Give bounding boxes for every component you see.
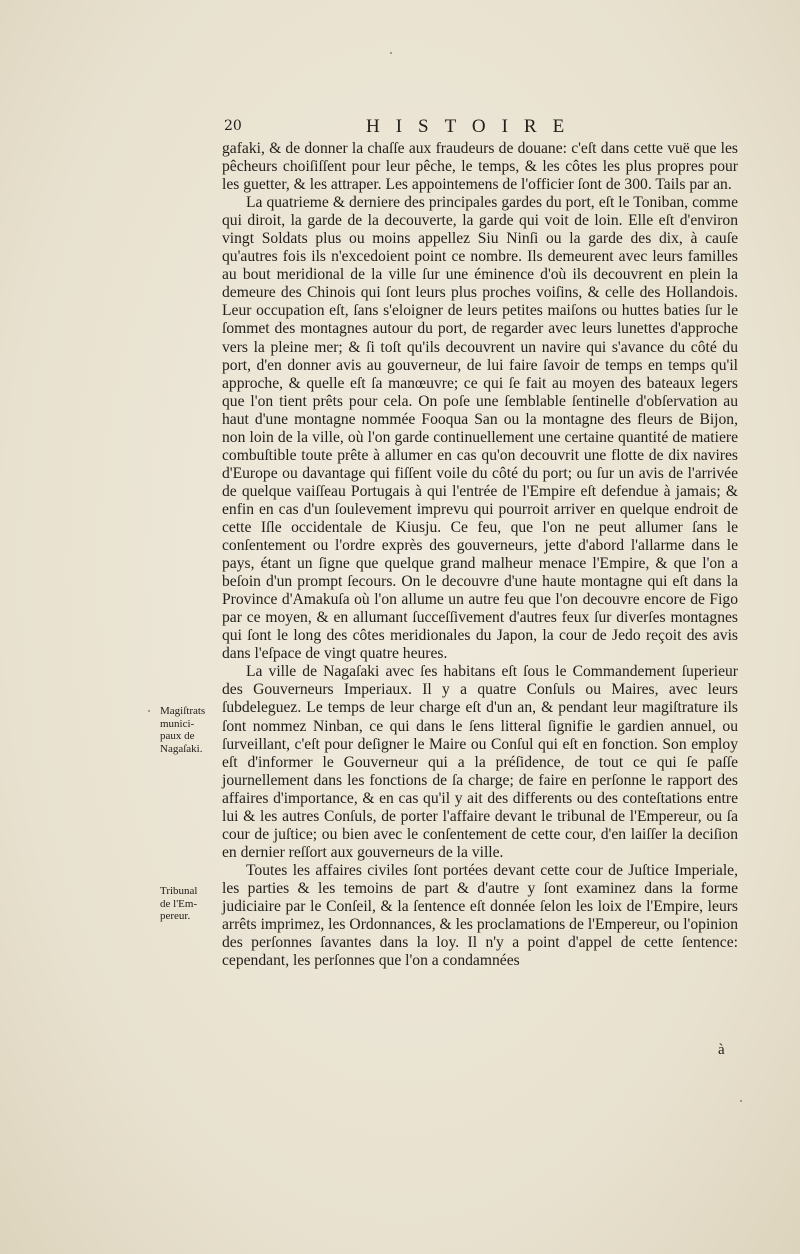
margin-note-line: munici-: [160, 717, 195, 730]
margin-note-magistrats: [160, 705, 220, 755]
margin-note-line: Magiſtrats: [160, 705, 206, 717]
margin-note-line: paux de: [160, 730, 195, 742]
margin-note-line: pereur.: [160, 910, 191, 922]
margin-note-line: de l'Em-: [160, 897, 198, 910]
paragraph: La quatrieme & derniere des principales gardes du port, eſt le Toniban, comme qui diroit, la garde de la decouverte, la garde qui voit de loin. Elle eſt d'environ vingt Soldats plus ou moins appellez Siu Ninſi ou la garde des dix, à cauſe qu'autres fois ils n'excedoient point ce nombre. Ils demeurent avec leurs familles au bout meridional de la ville ſur une éminence d'où ils decouvrent en plein la demeure des Chinois qui ſont leurs plus proches voiſins, & celle des Hollandois. Leur occupation eſt, ſans s'eloigner de leurs petites maiſons ou huttes baties ſur le ſommet des montagnes autour du port, de regarder avec leurs lunettes d'approche vers la pleine mer; & ſi toſt qu'ils decouvrent un navire qui s'avance du côté du port, d'en donner avis au gouverneur, de lui faire ſavoir de temps en temps qu'il approche, & quelle eſt ſa manœuvre; ce qui ſe fait au moyen des bateaux legers que l'on tient prêts pour cela. On poſe une ſemblable ſentinelle d'obſervation au haut d'une montagne nommée Fooqua San ou la montagne des fleurs de Bijon, non loin de la ville, où l'on garde continuellement une certaine quantité de matiere combuſtible toute prête à allumer en cas qu'on decouvrit une flotte de dix navires d'Europe ou davantage qui fiſſent voile du côté du port; ou ſur un avis de l'arrivée de quelque vaiſſeau Portugais à qui l'entrée de l'Empire eſt defendue à jamais; & enfin en cas d'un ſoulevement imprevu qui pourroit arriver en quelque endroit de cette Iſle occidentale de Kiusju. Ce feu, que l'on ne peut allumer ſans le conſentement ou l'ordre exprès des gouverneurs, jette d'abord l'allarme dans le pays, étant un ſigne que quelque grand malheur menace l'Empire, & que l'on a beſoin d'un prompt ſecours. On le decouvre d'une haute montagne qui eſt dans la Province d'Amakuſa où l'on allume un autre feu que l'on decouvre encore de Figo par ce moyen, & en allumant ſucceſſivement d'autres feux ſur diverſes montagnes qui ſont le long des côtes meridionales du Japon, la cour de Jedo reçoit des avis dans l'eſpace de vingt quatre heures.: [222, 194, 738, 663]
paragraph: Toutes les affaires civiles ſont portées devant cette cour de Juſtice Imperiale, les parties & les temoins de part & d'autre y ſont examinez dans la forme judiciaire par le Conſeil, & la ſentence eſt donnée ſelon les loix de l'Empire, leurs arrêts imprimez, les Ordonnances, & les proclamations de l'Empereur, ou l'opinion des perſonnes ſavantes dans la loy. Il n'y a point d'appel de cette ſentence: cependant, les perſonnes que l'on a condamnées: [222, 861, 738, 970]
paper-speck: [148, 710, 150, 712]
page-header: [220, 116, 740, 140]
catchword: à: [718, 1042, 725, 1058]
running-title: HISTOIRE: [366, 116, 581, 137]
body-text: [222, 140, 738, 970]
paper-speck: [390, 52, 392, 54]
margin-note-line: Nagaſaki.: [160, 742, 203, 755]
margin-note-tribunal: [160, 885, 220, 923]
page-number: 20: [224, 118, 242, 134]
paragraph: La ville de Nagaſaki avec ſes habitans eſt ſous le Commandement ſuperieur des Gouverneurs Imperiaux. Il y a quatre Conſuls ou Maires, avec leurs ſubdeleguez. Le temps de leur charge eſt d'un an, & pendant leur magiſtrature ils ſont nommez Ninban, ce qui dans le ſens litteral ſignifie le gardien annuel, ou ſurveillant, c'eſt pour deſigner le Maire ou Conſul qui eſt en fonction. Son employ eſt d'informer le Gouverneur qui a la préſidence, de tout ce qui ſe paſſe journellement dans les fonctions de ſa charge; de faire en perſonne le rapport des affaires d'importance, & en cas qu'il y ait des differents ou des conteſtations entre lui & les autres Conſuls, de porter l'affaire devant le tribunal de l'Empereur, ou ſa cour de juſtice; ou bien avec le conſentement de cette cour, d'en laiſſer la deciſion en dernier reſſort aux gouverneurs de la ville.: [222, 663, 738, 861]
margin-note-line: Tribunal: [160, 885, 198, 897]
paper-speck: [740, 1100, 742, 1102]
paragraph: gafaki, & de donner la chaſſe aux fraudeurs de douane: c'eſt dans cette vuë que les pêcheurs choiſiſſent pour leur pêche, le temps, & les côtes les plus propres pour les guetter, & les attraper. Les appointemens de l'officier ſont de 300. Tails par an.: [222, 140, 738, 194]
